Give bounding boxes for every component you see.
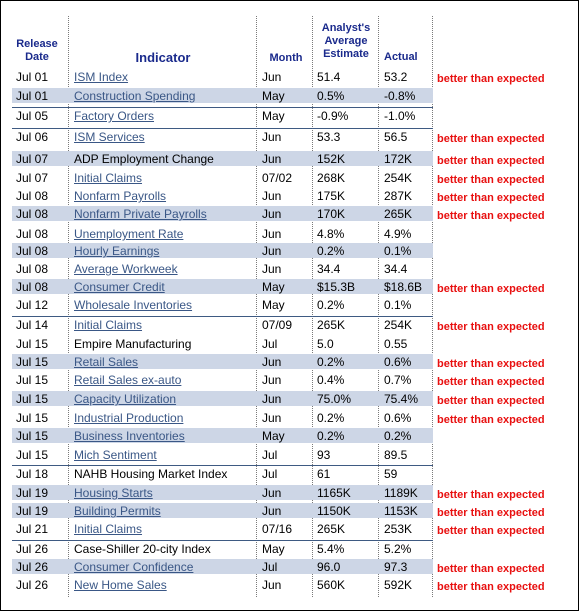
- result-note: better than expected: [437, 395, 545, 407]
- estimate-cell: -0.9%: [317, 109, 349, 123]
- estimate-cell: 170K: [317, 207, 346, 221]
- actual-cell: 34.4: [384, 262, 408, 276]
- estimate-cell: 93: [317, 448, 331, 462]
- result-note: better than expected: [437, 155, 545, 167]
- table-row: [0, 225, 578, 243]
- month-cell: Jul: [262, 560, 278, 574]
- estimate-cell: 5.0: [317, 337, 334, 351]
- table-row: [0, 296, 578, 314]
- result-note: better than expected: [437, 174, 545, 186]
- table-row: [0, 260, 578, 278]
- indicator-link[interactable]: Factory Orders: [74, 109, 155, 123]
- result-note: better than expected: [437, 376, 545, 388]
- release-date-cell: Jul 15: [16, 392, 49, 406]
- release-date-cell: Jul 19: [16, 504, 49, 518]
- release-date-cell: Jul 15: [16, 448, 49, 462]
- actual-cell: 172K: [384, 152, 413, 166]
- estimate-cell: 268K: [317, 171, 346, 185]
- estimate-cell: 560K: [317, 578, 346, 592]
- indicator-link[interactable]: Construction Spending: [74, 89, 196, 103]
- estimate-cell: 0.5%: [317, 89, 345, 103]
- actual-cell: 0.55: [384, 337, 408, 351]
- actual-cell: 53.2: [384, 70, 408, 84]
- indicator-name: NAHB Housing Market Index: [74, 467, 228, 481]
- estimate-cell: 4.8%: [317, 227, 345, 241]
- indicator-link[interactable]: Initial Claims: [74, 318, 143, 332]
- month-cell: 07/16: [262, 522, 293, 536]
- month-cell: May: [262, 89, 285, 103]
- estimate-cell: 75.0%: [317, 392, 352, 406]
- indicator-link[interactable]: Consumer Credit: [74, 280, 165, 294]
- indicator-name: Empire Manufacturing: [74, 337, 192, 351]
- month-cell: Jun: [262, 130, 282, 144]
- group-separator: [12, 128, 433, 129]
- result-note: better than expected: [437, 321, 545, 333]
- indicator-link[interactable]: Industrial Production: [74, 411, 184, 425]
- actual-cell: $18.6B: [384, 280, 423, 294]
- month-cell: Jul: [262, 448, 278, 462]
- table-row: [0, 353, 578, 371]
- indicator-link[interactable]: New Home Sales: [74, 578, 167, 592]
- table-row: [0, 150, 578, 168]
- release-date-cell: Jul 26: [16, 542, 49, 556]
- release-date-cell: Jul 26: [16, 578, 49, 592]
- estimate-cell: 1165K: [317, 486, 351, 500]
- header-month: Month: [269, 52, 303, 64]
- result-note: better than expected: [437, 73, 545, 85]
- release-date-cell: Jul 19: [16, 486, 49, 500]
- month-cell: May: [262, 109, 285, 123]
- month-cell: Jun: [262, 244, 282, 258]
- month-cell: Jun: [262, 189, 282, 203]
- release-date-cell: Jul 08: [16, 262, 49, 276]
- indicator-link[interactable]: Nonfarm Private Payrolls: [74, 207, 207, 221]
- result-note: better than expected: [437, 489, 545, 501]
- release-date-cell: Jul 07: [16, 152, 49, 166]
- release-date-cell: Jul 18: [16, 467, 49, 481]
- release-date-cell: Jul 15: [16, 355, 49, 369]
- indicator-name: Case-Shiller 20-city Index: [74, 542, 211, 556]
- header-indicator: Indicator: [135, 50, 191, 65]
- group-separator: [12, 107, 433, 108]
- release-date-cell: Jul 15: [16, 429, 49, 443]
- table-row: [0, 540, 578, 558]
- month-cell: Jul: [262, 467, 278, 481]
- actual-cell: 254K: [384, 171, 413, 185]
- release-date-cell: Jul 08: [16, 227, 49, 241]
- actual-cell: 5.2%: [384, 542, 412, 556]
- indicator-link[interactable]: Housing Starts: [74, 486, 153, 500]
- table-row: [0, 465, 578, 483]
- release-date-cell: Jul 07: [16, 171, 49, 185]
- estimate-cell: 265K: [317, 318, 346, 332]
- estimate-cell: 5.4%: [317, 542, 345, 556]
- result-note: better than expected: [437, 414, 545, 426]
- table-row: [0, 520, 578, 538]
- table-row: [0, 427, 578, 445]
- month-cell: Jun: [262, 227, 282, 241]
- release-date-cell: Jul 05: [16, 109, 49, 123]
- estimate-cell: 34.4: [317, 262, 341, 276]
- actual-cell: 56.5: [384, 130, 408, 144]
- table-row: [0, 205, 578, 223]
- table-row: [0, 371, 578, 389]
- release-date-cell: Jul 08: [16, 244, 49, 258]
- result-note: better than expected: [437, 507, 545, 519]
- month-cell: Jun: [262, 486, 282, 500]
- actual-cell: 1153K: [384, 504, 418, 518]
- estimate-cell: 0.2%: [317, 411, 345, 425]
- actual-cell: 253K: [384, 522, 413, 536]
- release-date-cell: Jul 01: [16, 70, 49, 84]
- table-row: [0, 68, 578, 86]
- month-cell: Jun: [262, 262, 282, 276]
- estimate-cell: 0.4%: [317, 373, 345, 387]
- table-row: [0, 316, 578, 334]
- indicator-link[interactable]: Hourly Earnings: [74, 244, 160, 258]
- month-cell: 07/02: [262, 171, 293, 185]
- result-note: better than expected: [437, 283, 545, 295]
- month-cell: May: [262, 280, 285, 294]
- indicator-link[interactable]: Initial Claims: [74, 522, 143, 536]
- actual-cell: 0.1%: [384, 298, 412, 312]
- indicator-link[interactable]: Retail Sales: [74, 355, 139, 369]
- estimate-cell: 0.2%: [317, 355, 345, 369]
- table-row: [0, 390, 578, 408]
- actual-cell: 59: [384, 467, 398, 481]
- indicator-link[interactable]: Unemployment Rate: [74, 227, 184, 241]
- actual-cell: 0.1%: [384, 244, 412, 258]
- result-note: better than expected: [437, 358, 545, 370]
- actual-cell: 0.6%: [384, 355, 412, 369]
- estimate-cell: 152K: [317, 152, 346, 166]
- actual-cell: 1189K: [384, 486, 418, 500]
- result-note: better than expected: [437, 133, 545, 145]
- table-row: [0, 409, 578, 427]
- result-note: better than expected: [437, 581, 545, 593]
- release-date-cell: Jul 21: [16, 522, 49, 536]
- indicator-link[interactable]: Mich Sentiment: [74, 448, 157, 462]
- result-note: better than expected: [437, 210, 545, 222]
- actual-cell: 254K: [384, 318, 413, 332]
- actual-cell: 0.7%: [384, 373, 412, 387]
- indicator-link[interactable]: Wholesale Inventories: [74, 298, 193, 312]
- month-cell: 07/09: [262, 318, 293, 332]
- indicator-link[interactable]: Retail Sales ex-auto: [74, 373, 182, 387]
- group-separator: [12, 316, 433, 317]
- indicator-link[interactable]: Initial Claims: [74, 171, 143, 185]
- table-row: [0, 242, 578, 260]
- month-cell: Jun: [262, 373, 282, 387]
- estimate-cell: 51.4: [317, 70, 341, 84]
- header-actual: Actual: [384, 51, 418, 63]
- table-row: [0, 107, 578, 125]
- release-date-cell: Jul 14: [16, 318, 49, 332]
- group-separator: [12, 465, 433, 466]
- month-cell: Jun: [262, 152, 282, 166]
- header-release-date: Release Date: [16, 38, 58, 63]
- release-date-cell: Jul 15: [16, 373, 49, 387]
- indicator-name: ADP Employment Change: [74, 152, 214, 166]
- table-row: [0, 187, 578, 205]
- month-cell: Jun: [262, 578, 282, 592]
- estimate-cell: 265K: [317, 522, 346, 536]
- table-row: [0, 278, 578, 296]
- indicator-link[interactable]: ISM Index: [74, 70, 129, 84]
- release-date-cell: Jul 15: [16, 411, 49, 425]
- month-cell: May: [262, 429, 285, 443]
- table-row: [0, 502, 578, 520]
- actual-cell: 97.3: [384, 560, 408, 574]
- actual-cell: -0.8%: [384, 89, 416, 103]
- actual-cell: 287K: [384, 189, 413, 203]
- result-note: better than expected: [437, 525, 545, 537]
- actual-cell: 265K: [384, 207, 413, 221]
- header-estimate: Analyst's Average Estimate: [321, 22, 371, 60]
- indicator-link[interactable]: Business Inventories: [74, 429, 185, 443]
- actual-cell: 4.9%: [384, 227, 412, 241]
- indicator-link[interactable]: Average Workweek: [74, 262, 178, 276]
- actual-cell: -1.0%: [384, 109, 416, 123]
- estimate-cell: 0.2%: [317, 244, 345, 258]
- actual-cell: 0.2%: [384, 429, 412, 443]
- release-date-cell: Jul 12: [16, 298, 49, 312]
- table-row: [0, 169, 578, 187]
- month-cell: Jun: [262, 70, 282, 84]
- indicator-link[interactable]: Building Permits: [74, 504, 161, 518]
- release-date-cell: Jul 01: [16, 89, 49, 103]
- table-row: [0, 576, 578, 594]
- result-note: better than expected: [437, 563, 545, 575]
- group-separator: [12, 540, 433, 541]
- release-date-cell: Jul 26: [16, 560, 49, 574]
- estimate-cell: 96.0: [317, 560, 341, 574]
- month-cell: Jun: [262, 504, 282, 518]
- table-row: [0, 446, 578, 464]
- indicator-link[interactable]: Nonfarm Payrolls: [74, 189, 167, 203]
- month-cell: Jun: [262, 207, 282, 221]
- month-cell: Jul: [262, 337, 278, 351]
- indicator-link[interactable]: Consumer Confidence: [74, 560, 194, 574]
- indicator-link[interactable]: ISM Services: [74, 130, 145, 144]
- month-cell: Jun: [262, 355, 282, 369]
- actual-cell: 0.6%: [384, 411, 412, 425]
- month-cell: May: [262, 298, 285, 312]
- estimate-cell: $15.3B: [317, 280, 356, 294]
- month-cell: Jun: [262, 392, 282, 406]
- actual-cell: 75.4%: [384, 392, 419, 406]
- release-date-cell: Jul 15: [16, 337, 49, 351]
- table-row: [0, 87, 578, 105]
- month-cell: Jun: [262, 411, 282, 425]
- estimate-cell: 0.2%: [317, 298, 345, 312]
- estimate-cell: 0.2%: [317, 429, 345, 443]
- estimate-cell: 175K: [317, 189, 346, 203]
- table-row: [0, 335, 578, 353]
- release-date-cell: Jul 06: [16, 130, 49, 144]
- release-date-cell: Jul 08: [16, 207, 49, 221]
- estimate-cell: 53.3: [317, 130, 341, 144]
- release-date-cell: Jul 08: [16, 189, 49, 203]
- result-note: better than expected: [437, 192, 545, 204]
- estimate-cell: 61: [317, 467, 331, 481]
- indicator-link[interactable]: Capacity Utilization: [74, 392, 177, 406]
- table-row: [0, 484, 578, 502]
- release-date-cell: Jul 08: [16, 280, 49, 294]
- month-cell: May: [262, 542, 285, 556]
- table-row: [0, 558, 578, 576]
- table-row: [0, 128, 578, 146]
- actual-cell: 592K: [384, 578, 413, 592]
- estimate-cell: 1150K: [317, 504, 351, 518]
- actual-cell: 89.5: [384, 448, 408, 462]
